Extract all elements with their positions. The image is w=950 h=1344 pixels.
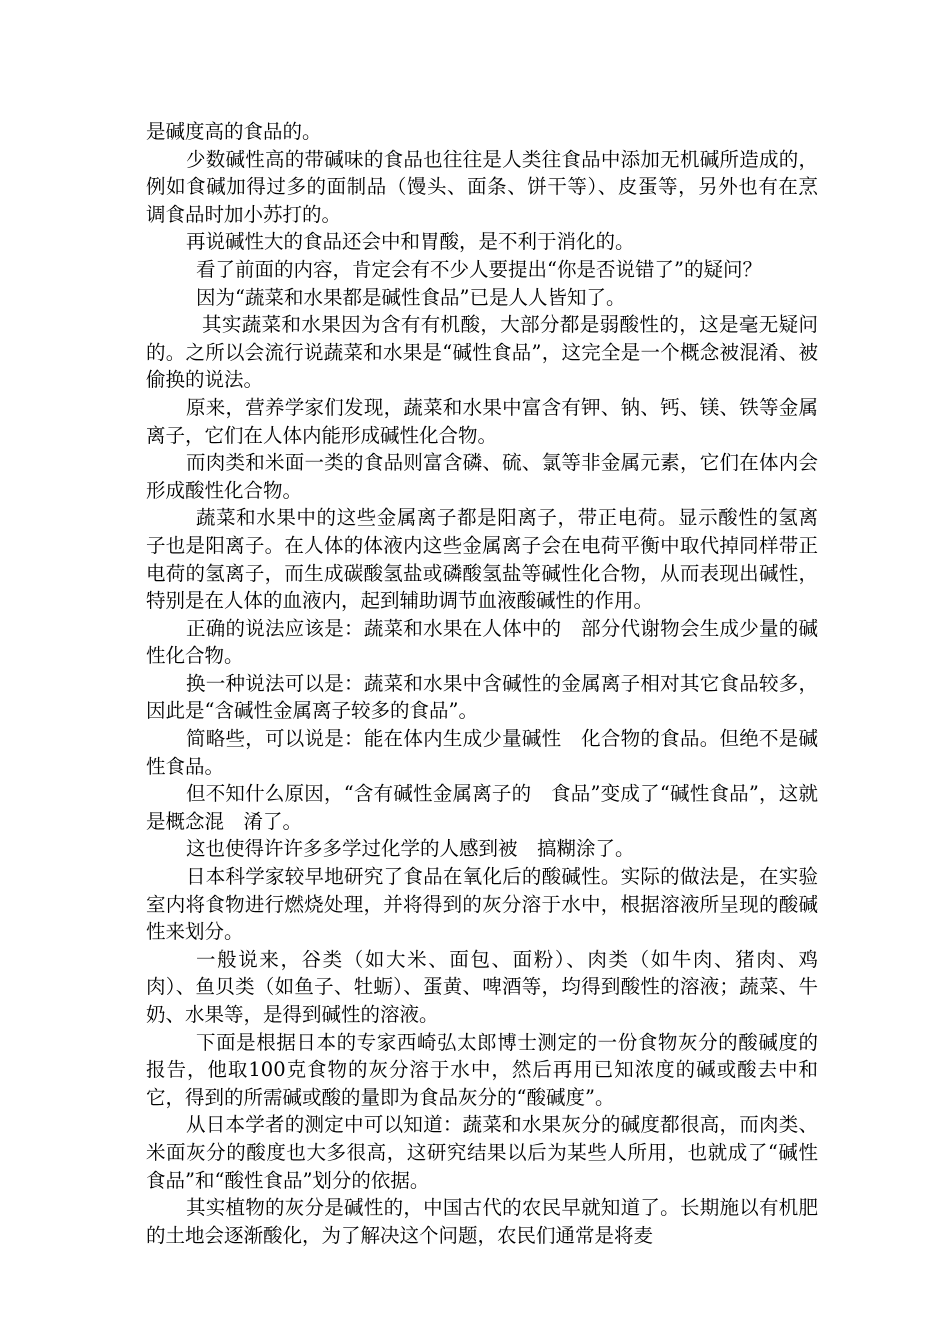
paragraph: 因为“蔬菜和水果都是碱性食品”已是人人皆知了。	[196, 285, 626, 309]
paragraph: 下面是根据日本的专家西崎弘太郎博士测定的一份食物灰分的酸碱度的报告，他取100克食物的灰分溶于水中，然后再用已知浓度的碱或酸去中和它，得到的所需碱或酸的量即为食品灰分的“酸碱度”。	[146, 1030, 818, 1109]
paragraph: 日本科学家较早地研究了食品在氧化后的酸碱性。实际的做法是，在实验室内将食物进行燃烧处理，并将得到的灰分溶于水中，根据溶液所呈现的酸碱性来划分。	[146, 865, 818, 944]
paragraph: 一般说来，谷类（如大米、面包、面粉）、肉类（如牛肉、猪肉、鸡肉）、鱼贝类（如鱼子、牡蛎）、蛋黄、啤酒等，均得到酸性的溶液；蔬菜、牛奶、水果等，是得到碱性的溶液。	[146, 947, 818, 1026]
paragraph: 但不知什么原因，“含有碱性金属离子的 食品”变成了“碱性食品”，这就是概念混 淆了。	[146, 782, 818, 833]
paragraph: 换一种说法可以是：蔬菜和水果中含碱性的金属离子相对其它食品较多，因此是“含碱性金属离子较多的食品”。	[146, 671, 818, 723]
paragraph: 从日本学者的测定中可以知道：蔬菜和水果灰分的碱度都很高，而肉类、米面灰分的酸度也大多很高，这研究结果以后为某些人所用，也就成了“碱性食品”和“酸性食品”划分的依据。	[146, 1113, 818, 1192]
paragraph: 而肉类和米面一类的食品则富含磷、硫、氯等非金属元素，它们在体内会形成酸性化合物。	[146, 451, 818, 502]
paragraph: 其实植物的灰分是碱性的，中国古代的农民早就知道了。长期施以有机肥的土地会逐渐酸化，为了解决这个问题，农民们通常是将麦	[146, 1196, 818, 1247]
paragraph: 其实蔬菜和水果因为含有有机酸，大部分都是弱酸性的，这是毫无疑问的。之所以会流行说蔬菜和水果是“碱性食品”，这完全是一个概念被混淆、被偷换的说法。	[146, 313, 818, 392]
paragraph: 蔬菜和水果中的这些金属离子都是阳离子，带正电荷。显示酸性的氢离子也是阳离子。在人体的体液内这些金属离子会在电荷平衡中取代掉同样带正电荷的氢离子，而生成碳酸氢盐或磷酸氢盐等碱性化合物，从而表现出碱性，特别是在人体的血液内，起到辅助调节血液酸碱性的作用。	[146, 506, 818, 613]
paragraph: 正确的说法应该是：蔬菜和水果在人体中的 部分代谢物会生成少量的碱性化合物。	[146, 616, 818, 668]
paragraph: 看了前面的内容，肯定会有不少人要提出“你是否说错了”的疑问？	[196, 257, 762, 281]
paragraph: 这也使得许许多多学过化学的人感到被 搞糊涂了。	[186, 837, 635, 861]
document-body	[146, 118, 818, 1249]
paragraph: 是碱度高的食品的。	[146, 120, 322, 143]
paragraph: 少数碱性高的带碱味的食品也往往是人类往食品中添加无机碱所造成的，例如食碱加得过多的面制品（馒头、面条、饼干等）、皮蛋等，另外也有在烹调食品时加小苏打的。	[146, 147, 818, 226]
paragraph: 原来，营养学家们发现，蔬菜和水果中富含有钾、钠、钙、镁、铁等金属离子，它们在人体内能形成碱性化合物。	[146, 395, 818, 447]
paragraph: 简略些，可以说是：能在体内生成少量碱性 化合物的食品。但绝不是碱性食品。	[146, 727, 818, 778]
paragraph: 再说碱性大的食品还会中和胃酸，是不利于消化的。	[186, 230, 635, 254]
